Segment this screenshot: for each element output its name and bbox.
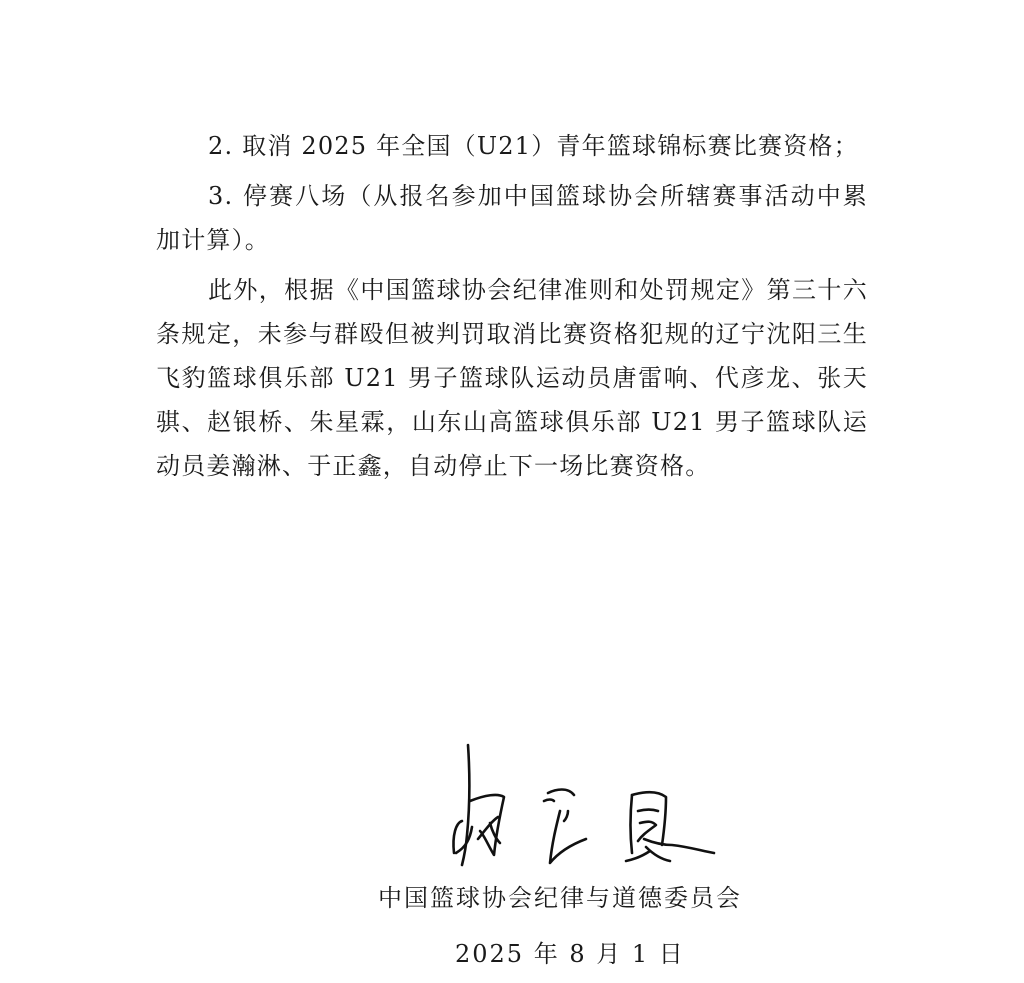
- issuing-organization: 中国篮球协会纪律与道德委员会: [378, 884, 742, 912]
- additional-paragraph: 此外，根据《中国篮球协会纪律准则和处罚规定》第三十六条规定，未参与群殴但被判罚取消比赛资格犯规的辽宁沈阳三生飞豹篮球俱乐部 U21 男子篮球队运动员唐雷响、代彦龙、张天骐、赵银桥、朱星霖，山东山高篮球俱乐部 U21 男子篮球队运动员姜瀚淋、于正鑫，自动停止下一场比赛资格。: [156, 276, 868, 480]
- penalty-item-2: 2. 取消 2025 年全国（U21）青年篮球锦标赛比赛资格；: [208, 132, 859, 160]
- penalty-item-3: 3. 停赛八场（从报名参加中国篮球协会所辖赛事活动中累加计算）。: [156, 182, 868, 254]
- signing-date: 2025 年 8 月 1 日: [455, 940, 685, 968]
- handwritten-signature-icon: [440, 735, 740, 885]
- document-body: [156, 124, 868, 494]
